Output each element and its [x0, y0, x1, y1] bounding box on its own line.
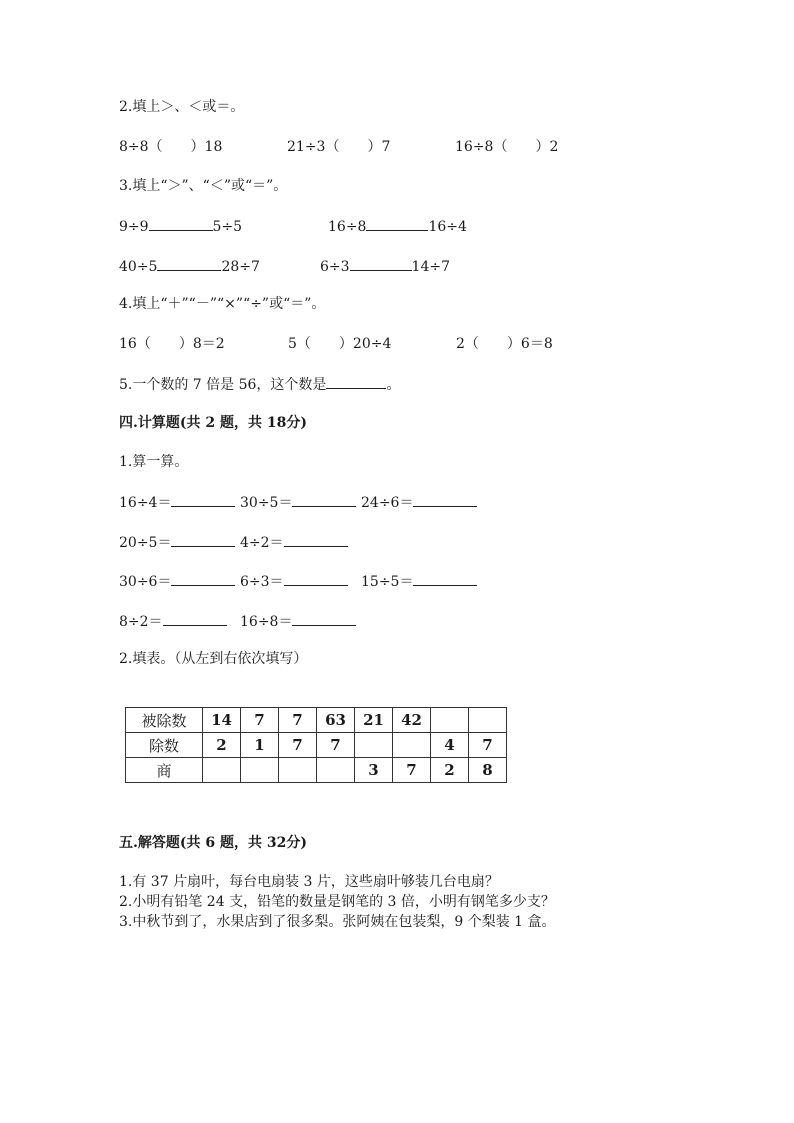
- q3-answer-blank[interactable]: [157, 256, 221, 271]
- table-cell[interactable]: [279, 758, 317, 783]
- table-cell[interactable]: 3: [355, 758, 393, 783]
- table-row: [126, 708, 507, 733]
- calc-answer-blank[interactable]: [163, 611, 227, 626]
- table-cell[interactable]: 7: [279, 708, 317, 733]
- calc-expr: 15÷5＝: [361, 574, 414, 590]
- q4-title: 4.填上“＋”“－”“×”“÷”或“＝”。: [119, 296, 326, 312]
- table-cell[interactable]: 42: [393, 708, 431, 733]
- q4-item-3[interactable]: 2（ ）6＝8: [456, 336, 553, 352]
- calc-expr: 8÷2＝: [119, 614, 163, 630]
- calc-answer-blank[interactable]: [171, 571, 235, 586]
- q3-answer-blank[interactable]: [149, 216, 213, 231]
- table-cell[interactable]: [241, 758, 279, 783]
- table-cell[interactable]: 7: [317, 733, 355, 758]
- calc-expr: 6÷3＝: [240, 574, 284, 590]
- q5-text-end: 。: [386, 377, 401, 393]
- q4-items-row: [119, 335, 679, 353]
- calc-row-1: [119, 492, 679, 510]
- table-cell[interactable]: 7: [393, 758, 431, 783]
- table-cell[interactable]: [355, 733, 393, 758]
- calc-answer-blank[interactable]: [284, 532, 348, 547]
- table-cell[interactable]: 2: [203, 733, 241, 758]
- row-label: 商: [126, 758, 203, 783]
- q4-item-1[interactable]: 16（ ）8＝2: [119, 336, 225, 352]
- q2-item-1[interactable]: 8÷8（ ）18: [119, 139, 223, 155]
- calc-answer-blank[interactable]: [413, 571, 477, 586]
- calc-answer-blank[interactable]: [171, 492, 235, 507]
- table-cell[interactable]: [393, 733, 431, 758]
- row-label: 除数: [126, 733, 203, 758]
- s5-question-3: 3.中秋节到了，水果店到了很多梨。张阿姨在包装梨，9 个梨装 1 盒。: [119, 914, 556, 930]
- s5-question-1: 1.有 37 片扇叶，每台电扇装 3 片，这些扇叶够装几台电扇？: [119, 874, 499, 890]
- section5-title: 五.解答题(共 6 题，共 32分): [119, 835, 307, 851]
- table-cell[interactable]: 7: [469, 733, 507, 758]
- q3-title: 3.填上“＞”、“＜”或“＝”。: [119, 178, 288, 194]
- q3-expr-right: 28÷7: [221, 259, 260, 275]
- table-cell[interactable]: [469, 708, 507, 733]
- calc-answer-blank[interactable]: [292, 492, 356, 507]
- calc-expr: 20÷5＝: [119, 535, 172, 551]
- q3-expr-right: 16÷4: [428, 219, 467, 235]
- q2-title: 2.填上＞、＜或＝。: [119, 99, 245, 115]
- calc-expr: 16÷4＝: [119, 495, 172, 511]
- row-label: 被除数: [126, 708, 203, 733]
- q3-expr-left: 9÷9: [119, 219, 149, 235]
- q3-row-2: [119, 256, 679, 274]
- table-cell[interactable]: [431, 708, 469, 733]
- calc-row-4: [119, 611, 679, 629]
- table-cell[interactable]: [203, 758, 241, 783]
- calc-expr: 16÷8＝: [240, 614, 293, 630]
- table-cell[interactable]: 4: [431, 733, 469, 758]
- q3-answer-blank[interactable]: [350, 256, 412, 271]
- table-cell[interactable]: 7: [279, 733, 317, 758]
- q3-expr-left: 16÷8: [328, 219, 367, 235]
- table-row: [126, 733, 507, 758]
- table-cell[interactable]: 8: [469, 758, 507, 783]
- table-row: [126, 758, 507, 783]
- calc-row-2: [119, 532, 679, 550]
- q3-expr-left: 40÷5: [119, 259, 158, 275]
- table-cell[interactable]: 2: [431, 758, 469, 783]
- calc-answer-blank[interactable]: [292, 611, 356, 626]
- q5-answer-blank[interactable]: [326, 374, 386, 389]
- q3-expr-left: 6÷3: [320, 259, 350, 275]
- s4-q2-title: 2.填表。（从左到右依次填写）: [119, 651, 308, 667]
- calc-answer-blank[interactable]: [284, 571, 348, 586]
- calc-row-3: [119, 571, 679, 589]
- q3-row-1: [119, 216, 679, 234]
- q3-answer-blank[interactable]: [366, 216, 428, 231]
- table-cell[interactable]: 14: [203, 708, 241, 733]
- calc-expr: 4÷2＝: [240, 535, 284, 551]
- s5-question-2: 2.小明有铅笔 24 支，铅笔的数量是钢笔的 3 倍，小明有钢笔多少支？: [119, 894, 555, 910]
- q2-items-row: [119, 138, 679, 156]
- q3-expr-right: 14÷7: [411, 259, 450, 275]
- q3-expr-right: 5÷5: [212, 219, 243, 235]
- calc-expr: 30÷6＝: [119, 574, 172, 590]
- calc-answer-blank[interactable]: [171, 532, 235, 547]
- table-cell[interactable]: 21: [355, 708, 393, 733]
- q5-text: 5.一个数的 7 倍是 56，这个数是: [119, 377, 327, 393]
- section4-title: 四.计算题(共 2 题，共 18分): [119, 415, 307, 431]
- q4-item-2[interactable]: 5（ ）20÷4: [288, 336, 392, 352]
- division-table: [125, 707, 507, 783]
- table-cell[interactable]: 1: [241, 733, 279, 758]
- calc-expr: 30÷5＝: [240, 495, 293, 511]
- table-cell[interactable]: 63: [317, 708, 355, 733]
- calc-answer-blank[interactable]: [413, 492, 477, 507]
- table-cell[interactable]: [317, 758, 355, 783]
- table-cell[interactable]: 7: [241, 708, 279, 733]
- calc-expr: 24÷6＝: [361, 495, 414, 511]
- s4-q1-title: 1.算一算。: [119, 454, 189, 470]
- q5-line: [119, 374, 400, 394]
- q2-item-2[interactable]: 21÷3（ ）7: [287, 139, 391, 155]
- q2-item-3[interactable]: 16÷8（ ）2: [455, 139, 559, 155]
